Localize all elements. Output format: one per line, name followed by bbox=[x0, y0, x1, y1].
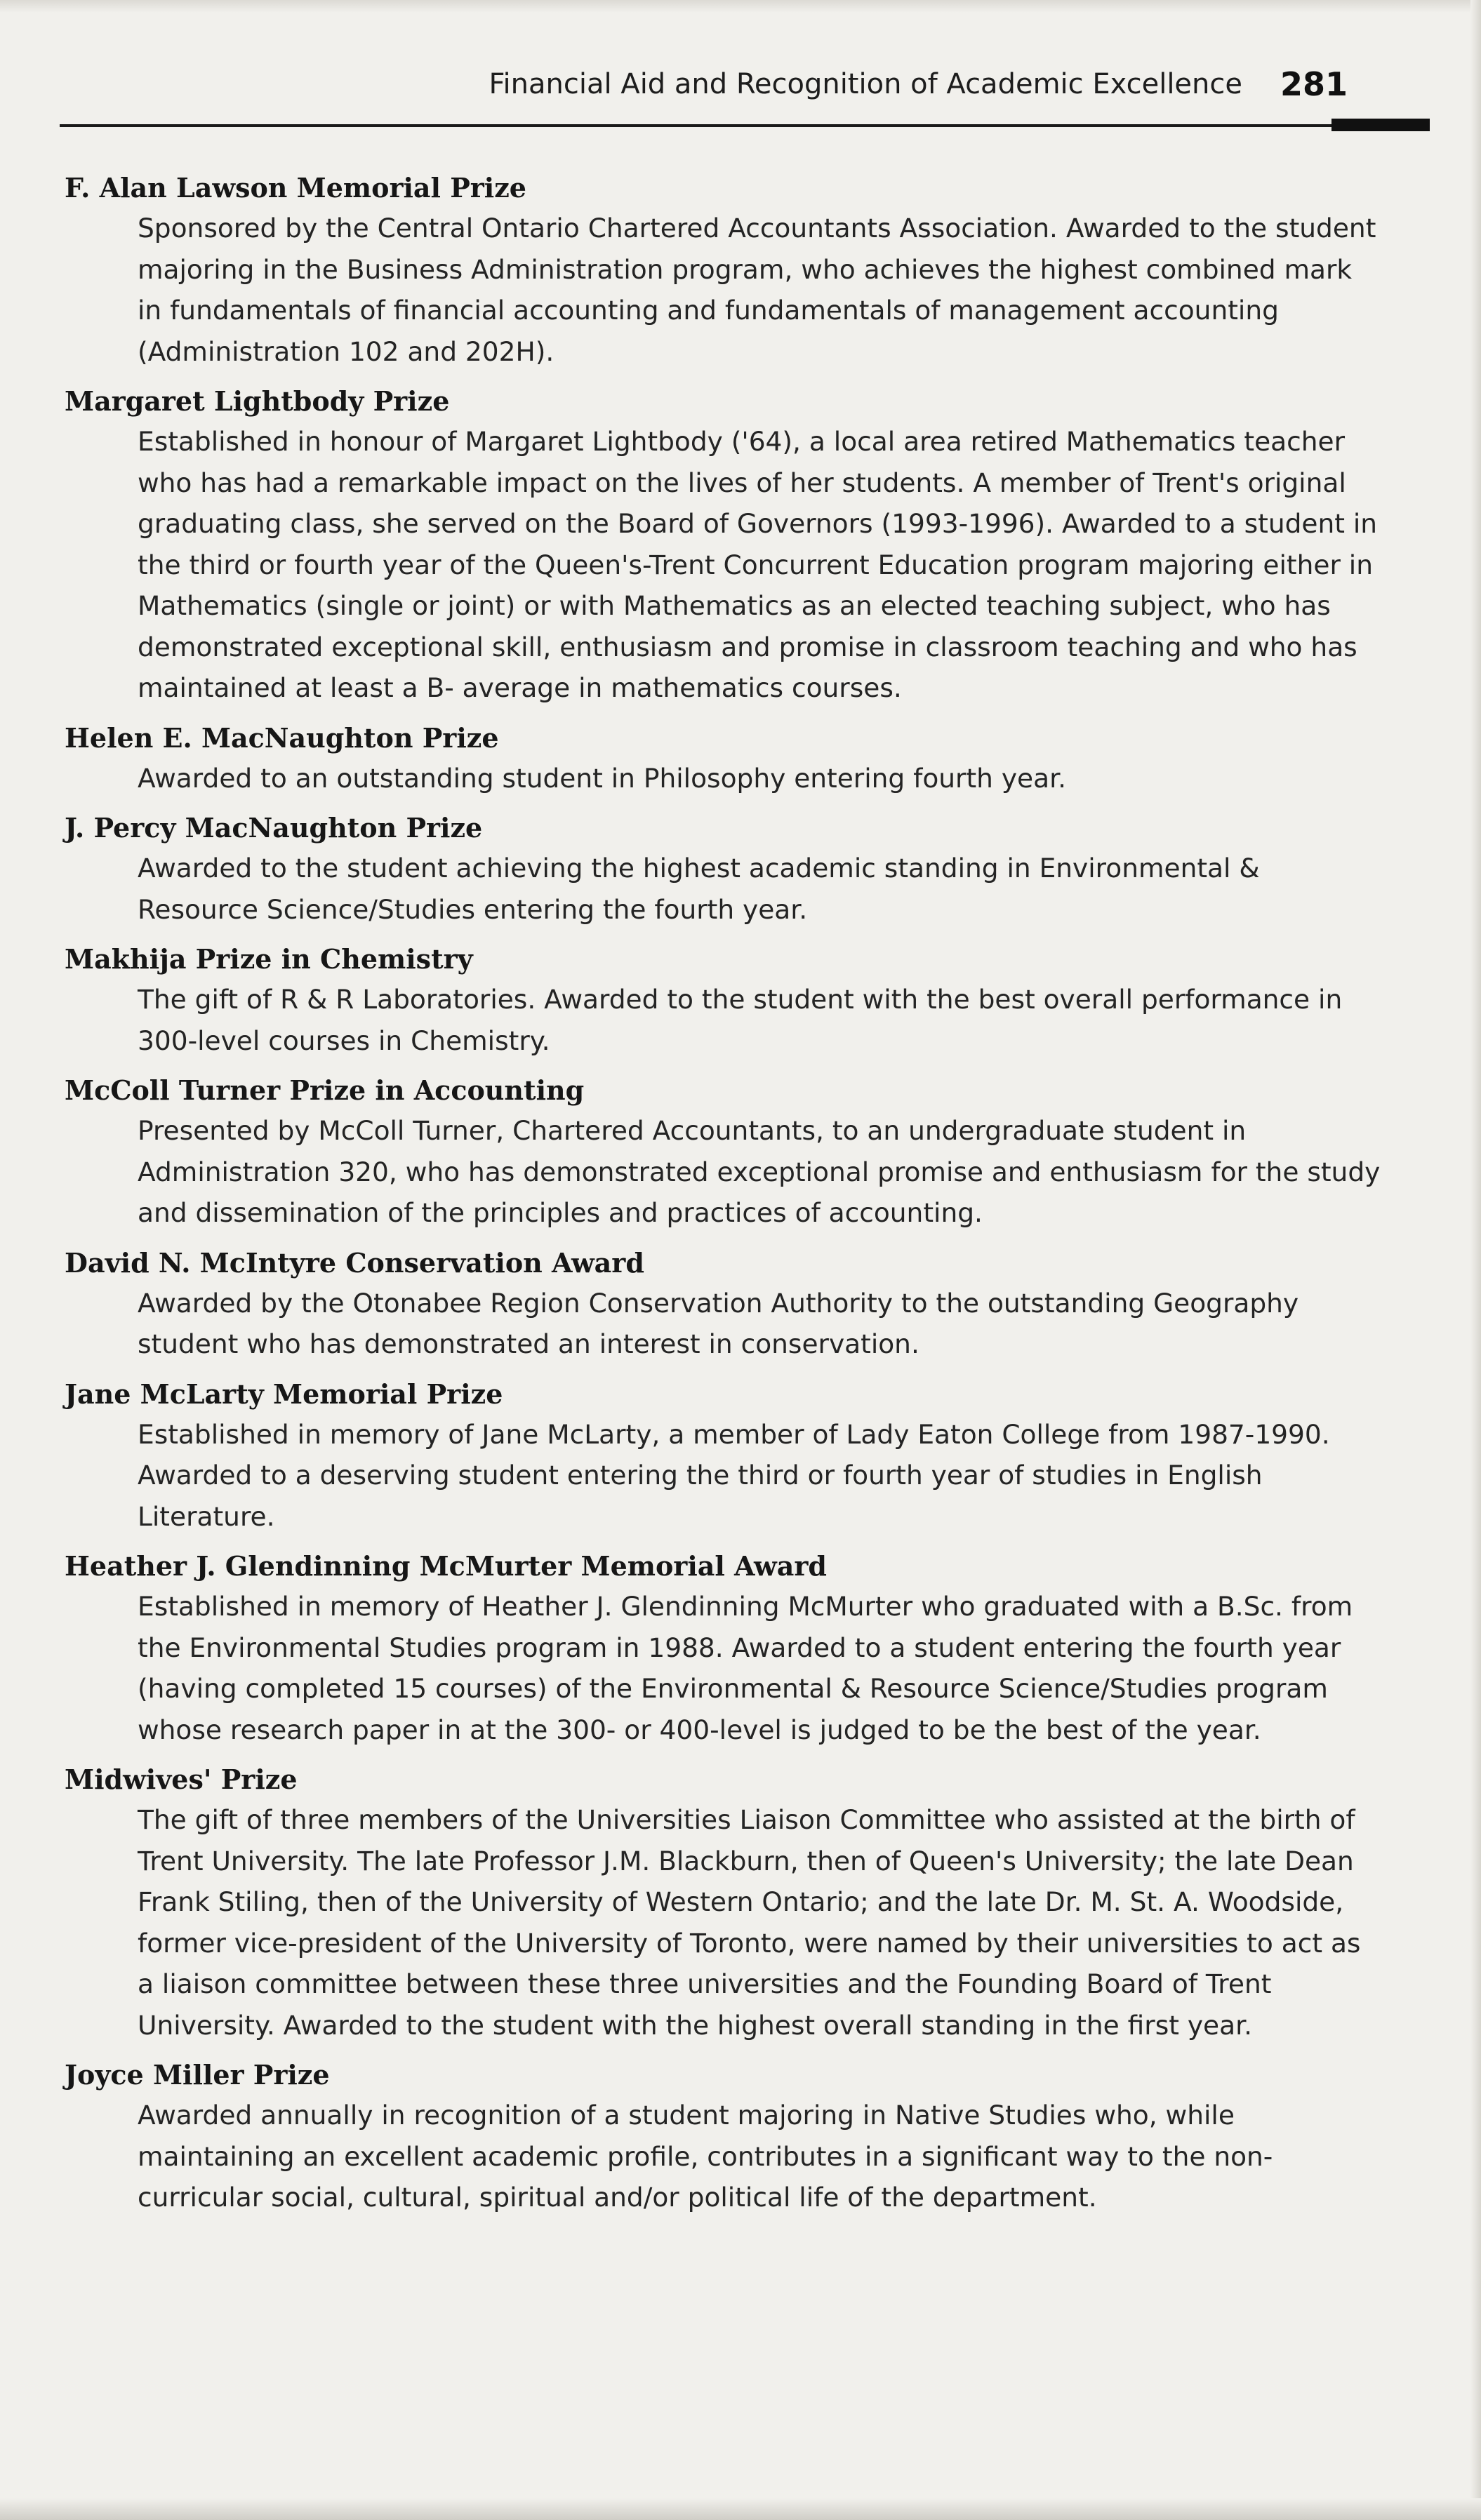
scan-edge-right bbox=[1470, 0, 1481, 2520]
header-tab-mark bbox=[1331, 119, 1430, 131]
page-number: 281 bbox=[1280, 65, 1348, 103]
prize-title: Margaret Lightbody Prize bbox=[65, 385, 450, 417]
prize-description: Established in honour of Margaret Lightbody ('64), a local area retired Mathematics teacher who has had a remarkable impact on the lives of her students. A member of Trent's original graduating class, she served on the Board of Governors (1993-1996). Awarded to a student in the third or fourth year of the Queen's-Trent Concurrent Education program majoring either in Mathematics (single or joint) or with Mathematics as an elected teaching subject, who has demonstrated exceptional skill, enthusiasm and promise in classroom teaching and who has maintained at least a B- average in mathematics courses. bbox=[138, 426, 1378, 703]
scan-edge-top bbox=[0, 0, 1481, 13]
prize-title: McColl Turner Prize in Accounting bbox=[65, 1074, 585, 1106]
page-header bbox=[60, 67, 1376, 123]
prize-title: David N. McIntyre Conservation Award bbox=[65, 1246, 644, 1279]
prize-title: J. Percy MacNaughton Prize bbox=[65, 812, 483, 844]
prize-entry-helen-macnaughton bbox=[65, 719, 1384, 799]
prize-title: Midwives' Prize bbox=[65, 1764, 298, 1795]
prize-description: Awarded by the Otonabee Region Conservation Authority to the outstanding Geography student who has demonstrated an interest in conservation. bbox=[138, 1287, 1299, 1359]
prize-entry-joyce-miller bbox=[65, 2055, 1384, 2218]
prize-entry-lawson bbox=[65, 168, 1384, 372]
prize-entry-mcintyre bbox=[65, 1244, 1384, 1365]
prize-description: Awarded annually in recognition of a student majoring in Native Studies who, while maintaining an excellent academic profile, contributes in a significant way to the non-curricular social, cultural, spiritual and/or political life of the department. bbox=[138, 2100, 1273, 2213]
prize-description: The gift of R & R Laboratories. Awarded to the student with the best overall performance in 300-level courses in Chemistry. bbox=[138, 984, 1343, 1056]
prize-description: Awarded to the student achieving the highest academic standing in Environmental & Resource Science/Studies entering the fourth year. bbox=[138, 853, 1260, 925]
prize-description: Established in memory of Heather J. Glendinning McMurter who graduated with a B.Sc. from the Environmental Studies program in 1988. Awarded to a student entering the fourth year (having completed 15 courses) of the Environmental & Resource Science/Studies program whose research paper in at the 300- or 400-level is judged to be the best of the year. bbox=[138, 1591, 1353, 1745]
prize-entry-lightbody bbox=[65, 382, 1384, 709]
prize-entry-mcmurter bbox=[65, 1547, 1384, 1750]
prize-entry-percy-macnaughton bbox=[65, 808, 1384, 930]
prize-entry-mclarty bbox=[65, 1375, 1384, 1538]
prize-list bbox=[65, 168, 1384, 2228]
scan-edge-bottom bbox=[0, 2498, 1481, 2520]
prize-title: Helen E. MacNaughton Prize bbox=[65, 721, 499, 754]
prize-entry-midwives bbox=[65, 1760, 1384, 2046]
running-head: Financial Aid and Recognition of Academic Excellence bbox=[489, 68, 1242, 100]
prize-title: Makhija Prize in Chemistry bbox=[65, 943, 473, 975]
prize-description: Awarded to an outstanding student in Philosophy entering fourth year. bbox=[138, 762, 1066, 794]
header-rule bbox=[60, 124, 1376, 127]
prize-description: Sponsored by the Central Ontario Chartered Accountants Association. Awarded to the student majoring in the Business Administration program, who achieves the highest combined mark in fundamentals of financial accounting and fundamentals of management accounting (Administration 102 and 202H). bbox=[138, 213, 1376, 367]
prize-title: Jane McLarty Memorial Prize bbox=[65, 1378, 503, 1410]
prize-title: Heather J. Glendinning McMurter Memorial Award bbox=[65, 1550, 827, 1582]
prize-description: Established in memory of Jane McLarty, a member of Lady Eaton College from 1987-1990. Awarded to a deserving student entering the third or fourth year of studies in English Literature. bbox=[138, 1418, 1330, 1532]
prize-description: The gift of three members of the Universities Liaison Committee who assisted at the birth of Trent University. The late Professor J.M. Blackburn, then of Queen's University; the late Dean Frank Stiling, then of the University of Western Ontario; and the late Dr. M. St. A. Woodside, former vice-president of the University of Toronto, were named by their universities to act as a liaison committee between these three universities and the Founding Board of Trent University. Awarded to the student with the highest overall standing in the first year. bbox=[138, 1804, 1361, 2041]
prize-entry-makhija bbox=[65, 940, 1384, 1061]
prize-description: Presented by McColl Turner, Chartered Accountants, to an undergraduate student in Administration 320, who has demonstrated exceptional promise and enthusiasm for the study and dissemination of the principles and practices of accounting. bbox=[138, 1115, 1381, 1228]
prize-title: F. Alan Lawson Memorial Prize bbox=[65, 172, 526, 204]
prize-entry-mccoll-turner bbox=[65, 1071, 1384, 1234]
prize-title: Joyce Miller Prize bbox=[65, 2059, 330, 2091]
